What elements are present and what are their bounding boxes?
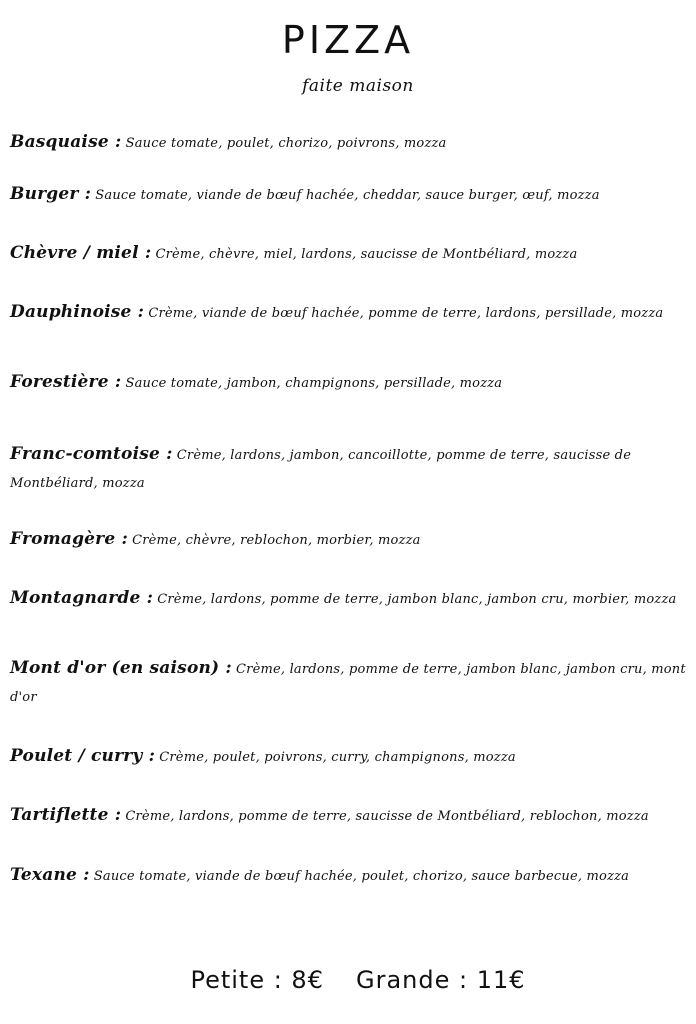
pizza-ingredients: Sauce tomate, jambon, champignons, persillade, mozza xyxy=(125,376,503,391)
pizza-name: Fromagère : xyxy=(10,529,128,549)
pizza-ingredients: Crème, lardons, pomme de terre, saucisse de Montbéliard, reblochon, mozza xyxy=(125,809,649,824)
menu-subtitle: faite maison xyxy=(302,76,414,96)
pizza-ingredients: Crème, lardons, jambon, cancoillotte, pomme de terre, saucisse de Montbéliard, mozza xyxy=(10,448,632,491)
pizza-name: Poulet / curry : xyxy=(10,746,156,766)
pizza-item-burger xyxy=(10,180,694,210)
price-large: Grande : 11€ xyxy=(355,966,526,994)
pizza-name: Montagnarde : xyxy=(10,588,154,608)
pizza-item-mont-dor xyxy=(10,654,694,712)
pizza-name: Texane : xyxy=(10,865,90,885)
pizza-item-tartiflette xyxy=(10,801,694,831)
price-line xyxy=(0,966,696,994)
pizza-item-forestiere xyxy=(10,368,694,398)
pizza-item-fromagere xyxy=(10,525,694,555)
pizza-name: Chèvre / miel : xyxy=(10,243,152,263)
pizza-item-basquaise xyxy=(10,128,694,158)
pizza-ingredients: Crème, poulet, poivrons, curry, champignons, mozza xyxy=(159,750,516,765)
pizza-item-chevre-miel xyxy=(10,239,694,269)
pizza-ingredients: Sauce tomate, poulet, chorizo, poivrons, mozza xyxy=(125,136,447,151)
pizza-ingredients: Crème, lardons, pomme de terre, jambon blanc, jambon cru, morbier, mozza xyxy=(157,592,677,607)
pizza-ingredients: Crème, lardons, pomme de terre, jambon blanc, jambon cru, mont d'or xyxy=(10,662,686,705)
pizza-name: Franc-comtoise : xyxy=(10,444,173,464)
pizza-item-montagnarde xyxy=(10,584,694,614)
pizza-ingredients: Sauce tomate, viande de bœuf hachée, poulet, chorizo, sauce barbecue, mozza xyxy=(93,869,630,884)
pizza-item-franc-comtoise xyxy=(10,440,694,498)
price-small: Petite : 8€ xyxy=(190,966,324,994)
pizza-ingredients: Crème, chèvre, miel, lardons, saucisse de Montbéliard, mozza xyxy=(155,247,578,262)
pizza-name: Forestière : xyxy=(10,372,122,392)
pizza-name: Basquaise : xyxy=(10,132,122,152)
pizza-item-dauphinoise xyxy=(10,298,694,328)
pizza-name: Mont d'or (en saison) : xyxy=(10,658,232,678)
pizza-name: Burger : xyxy=(10,184,92,204)
pizza-item-texane xyxy=(10,861,694,891)
pizza-ingredients: Crème, chèvre, reblochon, morbier, mozza xyxy=(132,533,421,548)
menu-title: PIZZA xyxy=(281,18,415,62)
pizza-item-poulet-curry xyxy=(10,742,694,772)
pizza-ingredients: Sauce tomate, viande de bœuf hachée, cheddar, sauce burger, œuf, mozza xyxy=(95,188,600,203)
pizza-ingredients: Crème, viande de bœuf hachée, pomme de terre, lardons, persillade, mozza xyxy=(148,306,664,321)
pizza-name: Tartiflette : xyxy=(10,805,122,825)
pizza-name: Dauphinoise : xyxy=(10,302,145,322)
